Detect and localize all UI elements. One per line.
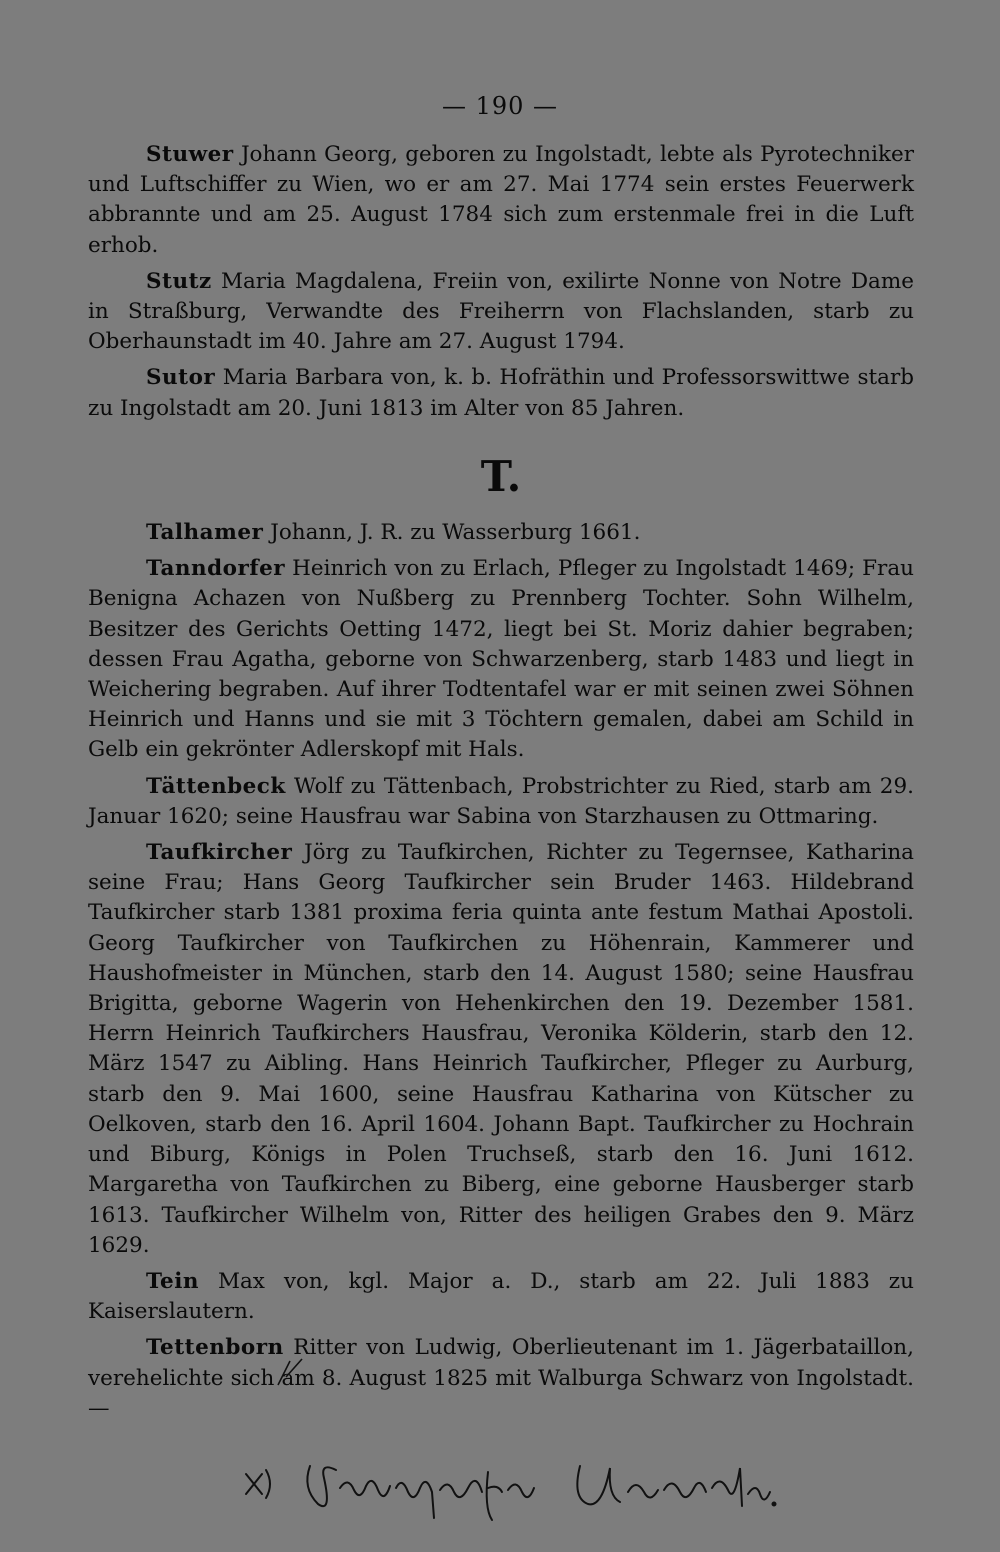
entry-text: Heinrich von zu Erlach, Pfleger zu Ingolstadt 1469; Frau Benigna Achazen von Nußberg zu Prennberg Tochter. Sohn Wilhelm, Besitzer des Gerichts Oetting 1472, liegt bei St. Moriz dahier begraben; dessen Frau Agatha, geborne von Schwarzenberg, starb 1483 und liegt in Weichering begraben. Auf ihrer Todtentafel war er mit seinen zwei Söhnen Heinrich und Hanns und sie mit 3 Töchtern gemalen, dabei am Schild in Gelb ein gekrönter Adlerskopf mit Hals. <box>88 556 914 763</box>
entry-taettenbeck <box>88 772 914 832</box>
page-body <box>88 140 914 1430</box>
entry-text: Wolf zu Tättenbach, Probstrichter zu Ried, starb am 29. Januar 1620; seine Hausfrau war Sabina von Starzhausen zu Ottmaring. <box>88 773 914 829</box>
entry-text: Max von, kgl. Major a. D., starb am 22. Juli 1883 zu Kaiserslautern. <box>88 1268 914 1325</box>
entry-sutor <box>88 363 914 423</box>
entry-tettenborn <box>88 1333 914 1424</box>
page-number: — 190 — <box>441 92 559 120</box>
entry-name: Stutz <box>146 268 212 294</box>
entry-name: Tättenbeck <box>146 773 286 799</box>
entry-tein <box>88 1267 914 1327</box>
entry-text: Jörg zu Taufkirchen, Richter zu Tegernsee, Katharina seine Frau; Hans Georg Taufkircher sein Bruder 1463. Hildebrand Taufkircher starb 1381 proxima feria quinta ante festum Mathai Apostoli. Georg Taufkircher von Taufkirchen zu Höhenrain, Kammerer und Haushofmeister in München, starb den 14. August 1580; seine Hausfrau Brigitta, geborne Wagerin von Hehenkirchen den 19. Dezember 1581. Herrn Heinrich Taufkirchers Hausfrau, Veronika Kölderin, starb den 12. März 1547 zu Aibling. Hans Heinrich Taufkircher, Pfleger zu Aurburg, starb den 9. Mai 1600, seine Hausfrau Katharina von Kütscher zu Oelkoven, starb den 16. April 1604. Johann Bapt. Taufkircher zu Hochrain und Biburg, Königs in Polen Truchseß, starb den 16. Juni 1612. Margaretha von Taufkirchen zu Biberg, eine geborne Hausberger starb 1613. Taufkircher Wilhelm von, Ritter des heiligen Grabes den 9. März 1629. <box>88 840 914 1258</box>
entry-stutz <box>88 267 914 358</box>
entry-text: Maria Barbara von, k. b. Hofräthin und Professorswittwe starb zu Ingolstadt am 20. Juni 1813 im Alter von 85 Jahren. <box>88 365 914 421</box>
entry-talhamer <box>88 518 914 548</box>
entry-name: Stuwer <box>146 142 234 167</box>
section-letter-heading: T. <box>480 451 522 501</box>
entry-text: Ritter von Ludwig, Oberlieutenant im 1. Jägerbataillon, verehelichte sich am 8. August 1825 mit Walburga Schwarz von Ingolstadt. — <box>88 1335 914 1421</box>
handwritten-note <box>240 1448 780 1528</box>
entry-name: Sutor <box>146 365 216 391</box>
entry-name: Tettenborn <box>146 1335 284 1361</box>
entry-text: Maria Magdalena, Freiin von, exilirte Nonne von Notre Dame in Straßburg, Verwandte des Freiherrn von Flachslanden, starb zu Oberhaunstadt im 40. Jahre am 27. August 1794. <box>88 268 914 355</box>
entry-name: Tein <box>146 1268 200 1294</box>
pencil-mark-icon <box>268 1355 318 1395</box>
entry-tanndorfer <box>88 554 914 765</box>
entry-text: Johann Georg, geboren zu Ingolstadt, lebte als Pyrotechniker und Luftschiffer zu Wien, wo er am 27. Mai 1774 sein erstes Feuerwerk abbrannte und am 25. August 1784 sich zum erstenmale frei in die Luft erhob. <box>88 142 914 258</box>
entry-text: Johann, J. R. zu Wasserburg 1661. <box>270 520 641 546</box>
entry-name: Tanndorfer <box>146 556 286 582</box>
entry-name: Taufkircher <box>146 840 293 866</box>
entry-name: Talhamer <box>146 520 264 546</box>
entry-taufkircher <box>88 838 914 1261</box>
entry-stuwer <box>88 140 914 261</box>
